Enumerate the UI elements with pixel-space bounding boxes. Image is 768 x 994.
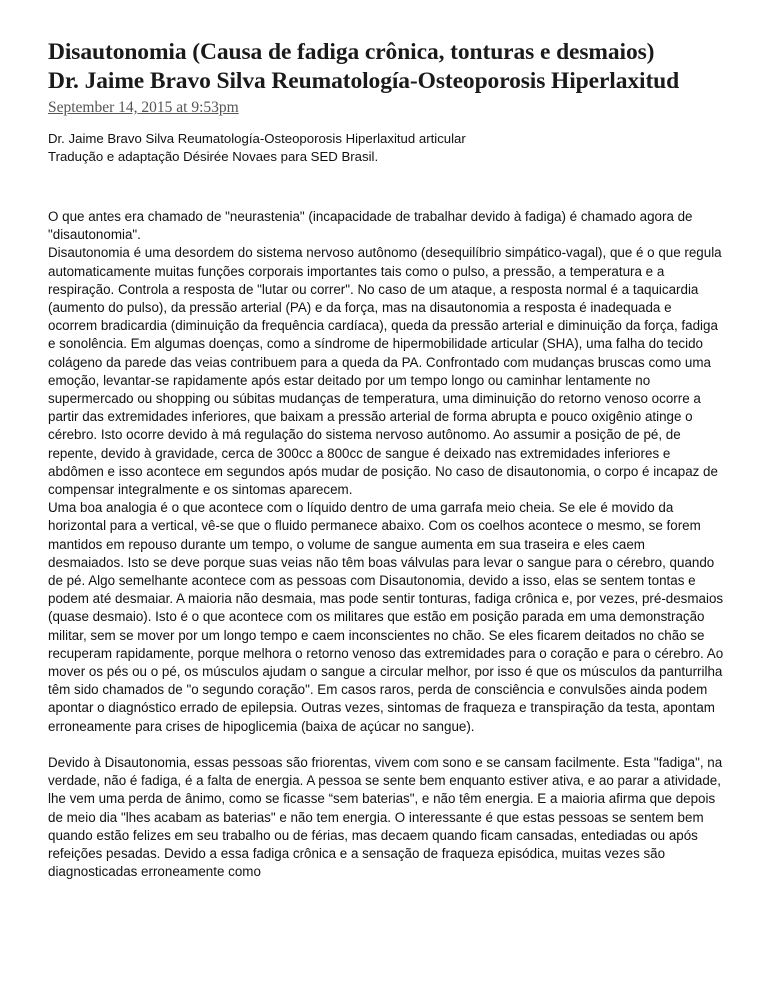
paragraph: Uma boa analogia é o que acontece com o líquido dentro de uma garrafa meio cheia. Se ele é movido da horizontal para a vertical, vê-se que o fluido permanece abaixo. Com os coelhos acontece o mesmo, se forem mantidos em repouso durante um tempo, o volume de sangue aumenta em sua traseira e eles caem desmaiados. Isto se deve porque suas veias não têm boas válvulas para levar o sangue para o cérebro, quando de pé. Algo semelhante acontece com as pessoas com Disautonomia, devido a isso, elas se sentem tontas e podem até desmaiar. A maioria não desmaia, mas pode sentir tonturas, fadiga crônica e, por vezes, pré-desmaios (quase desmaio). Isto é o que acontece com os militares que estão em posição parada em uma demonstração militar, sem se mover por um longo tempo e caem inconscientes no chão. Se eles ficarem deitados no chão se recuperam rapidamente, porque melhora o retorno venoso das extremidades para o coração e para o cérebro. Ao mover os pés ou o pé, os músculos ajudam o sangue a circular melhor, por isso é que os músculos da panturrilha têm sido chamados de "o segundo coração". Em casos raros, perda de consciência e convulsões ainda podem apontar o diagnóstico errado de epilepsia. Outras vezes, sintomas de fraqueza e transpiração da testa, apontam erroneamente para crises de hipoglicemia (baixa de açúcar no sangue). (48, 500, 724, 734)
post-date-link[interactable]: September 14, 2015 at 9:53pm (48, 99, 239, 116)
paragraph: Disautonomia é uma desordem do sistema nervoso autônomo (desequilíbrio simpático-vagal), que é o que regula automaticamente muitas funções corporais importantes tais como o pulso, a pressão, a temperatura e a respiração. Controla a resposta de "lutar ou correr". No caso de um ataque, a resposta normal é a taquicardia (aumento do pulso), da pressão arterial (PA) e da força, mas na disautonomia a resposta é inadequada e ocorrem bradicardia (diminuição da frequência cardíaca), queda da pressão arterial e diminuição da força, fadiga e sonolência. Em algumas doenças, como a síndrome de hipermobilidade articular (SHA), uma falha do tecido colágeno da parede das veias contribuem para a queda da PA. Confrontado com mudanças bruscas como uma emoção, levantar-se rapidamente após estar deitado por um tempo longo ou caminhar lentamente no supermercado ou shopping ou súbitas mudanças de temperatura, uma diminuição do retorno venoso ocorre a partir das extremidades inferiores, que baixam a pressão arterial de forma abrupta e pouco oxigênio atinge o cérebro. Isto ocorre devido à má regulação do sistema nervoso autônomo. Ao assumir a posição de pé, de repente, devido à gravidade, cerca de 300cc a 800cc de sangue é deixado nas extremidades inferiores e abdômen e isso acontece em segundos após mudar de posição. No caso de disautonomia, o corpo é incapaz de compensar integralmente e os sintomas aparecem. (48, 245, 722, 498)
article-credits (48, 130, 738, 166)
article-body (48, 208, 724, 881)
article-header (48, 38, 738, 166)
article-title (48, 38, 738, 96)
title-line-1: Disautonomia (Causa de fadiga crônica, tonturas e desmaios) (48, 39, 655, 65)
translation-line: Tradução e adaptação Désirée Novaes para SED Brasil. (48, 149, 379, 164)
paragraph-spacer (48, 736, 724, 754)
paragraph: Devido à Disautonomia, essas pessoas são friorentas, vivem com sono e se cansam facilmente. Esta "fadiga", na verdade, não é fadiga, é a falta de energia. A pessoa se sente bem enquanto estiver ativa, e ao parar a atividade, lhe vem uma perda de ânimo, como se ficasse “sem baterias", e não têm energia. E a maioria afirma que depois de meio dia "lhes acabam as baterias" e não tem energia. O interessante é que estas pessoas se sentem bem quando estão felizes em seu trabalho ou de férias, mas decaem quando ficam cansadas, entediadas ou após refeições pesadas. Devido a essa fadiga crônica e a sensação de fraqueza episódica, muitas vezes são diagnosticadas erroneamente como (48, 754, 723, 880)
paragraph: O que antes era chamado de "neurastenia" (incapacidade de trabalhar devido à fadiga) é chamado agora de "disautonomia". (48, 209, 693, 243)
author-line: Dr. Jaime Bravo Silva Reumatología-Osteoporosis Hiperlaxitud articular (48, 131, 466, 146)
title-line-2: Dr. Jaime Bravo Silva Reumatología-Osteoporosis Hiperlaxitud (48, 68, 680, 94)
